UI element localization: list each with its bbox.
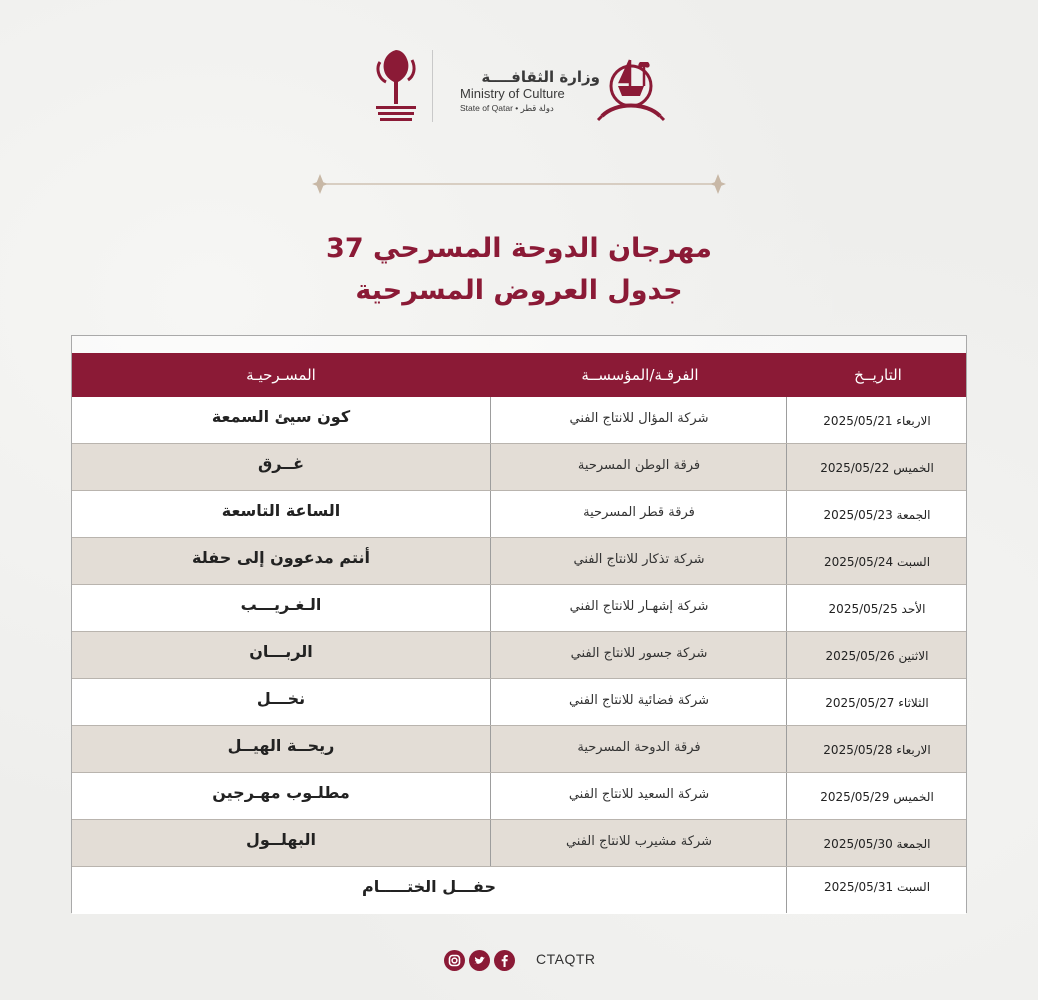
troupe-cell: شركة تذكار للانتاج الفني — [490, 538, 787, 584]
table-header — [72, 353, 966, 397]
social-handle: CTAQTR — [536, 951, 596, 967]
table-row — [72, 491, 966, 538]
schedule-title: جدول العروض المسرحية — [355, 275, 683, 306]
ministry-subtitle: State of Qatar • دولة قطر — [460, 103, 554, 113]
ministry-text — [460, 68, 600, 114]
table-row — [72, 679, 966, 726]
table-row — [72, 773, 966, 820]
play-cell: أنتم مدعوون إلى حفلة — [192, 548, 370, 567]
troupe-cell: فرقة قطر المسرحية — [490, 491, 787, 537]
play-cell: الـغـريـــب — [240, 595, 322, 614]
logo-divider — [432, 50, 433, 122]
header-date: التاريــخ — [854, 366, 902, 384]
instagram-icon[interactable] — [444, 950, 465, 971]
date-cell: الثلاثاء 2025/05/27 — [786, 679, 967, 725]
date-cell: الجمعة 2025/05/30 — [786, 820, 967, 866]
date-cell: السبت 2025/05/31 — [786, 867, 967, 913]
ornament-divider — [310, 174, 728, 194]
header-play: المسـرحيـة — [246, 366, 316, 384]
table-row — [72, 820, 966, 867]
play-cell: مطلـوب مهـرجين — [212, 783, 350, 802]
troupe-cell: شركة جسور للانتاج الفني — [490, 632, 787, 678]
table-row — [72, 585, 966, 632]
facebook-icon[interactable] — [494, 950, 515, 971]
table-row — [72, 538, 966, 585]
play-cell: ريحــة الهيــل — [227, 736, 335, 755]
troupe-cell: شركة السعيد للانتاج الفني — [490, 773, 787, 819]
troupe-cell: شركة مشيرب للانتاج الفني — [490, 820, 787, 866]
table-row — [72, 397, 966, 444]
date-cell: الاربعاء 2025/05/21 — [786, 397, 967, 443]
play-cell: كون سيئ السمعة — [211, 407, 351, 426]
play-cell: غــرق — [257, 454, 305, 473]
troupe-cell: فرقة الدوحة المسرحية — [490, 726, 787, 772]
table-row — [72, 726, 966, 773]
header-troupe: الفرقـة/المؤسســة — [581, 366, 699, 384]
ministry-name-ar: وزارة الثقافــــة — [481, 68, 600, 86]
schedule-table — [71, 335, 967, 913]
play-cell: البهلــول — [246, 830, 316, 849]
table-row — [72, 444, 966, 491]
closing-row — [72, 867, 966, 914]
header-logos — [370, 46, 670, 126]
page-title — [0, 228, 1038, 312]
closing-ceremony-cell: حفـــل الختـــــام — [362, 877, 496, 896]
twitter-icon[interactable] — [469, 950, 490, 971]
play-cell: الساعة التاسعة — [221, 501, 341, 520]
date-cell: الاربعاء 2025/05/28 — [786, 726, 967, 772]
date-cell: الخميس 2025/05/29 — [786, 773, 967, 819]
date-cell: الجمعة 2025/05/23 — [786, 491, 967, 537]
date-cell: الخميس 2025/05/22 — [786, 444, 967, 490]
theatre-logo-icon — [370, 46, 422, 124]
play-cell: الربـــان — [249, 642, 313, 661]
troupe-cell: شركة المؤال للانتاج الفني — [490, 397, 787, 443]
troupe-cell: فرقة الوطن المسرحية — [490, 444, 787, 490]
date-cell: السبت 2025/05/24 — [786, 538, 967, 584]
date-cell: الأحد 2025/05/25 — [786, 585, 967, 631]
ministry-name-en: Ministry of Culture — [460, 86, 565, 101]
festival-title: مهرجان الدوحة المسرحي 37 — [326, 233, 712, 264]
table-row — [72, 632, 966, 679]
play-cell: نخـــل — [256, 689, 306, 708]
qatar-emblem-icon — [596, 46, 666, 124]
troupe-cell: شركة إشهـار للانتاج الفني — [490, 585, 787, 631]
date-cell: الاثنين 2025/05/26 — [786, 632, 967, 678]
troupe-cell: شركة فضائية للانتاج الفني — [490, 679, 787, 725]
